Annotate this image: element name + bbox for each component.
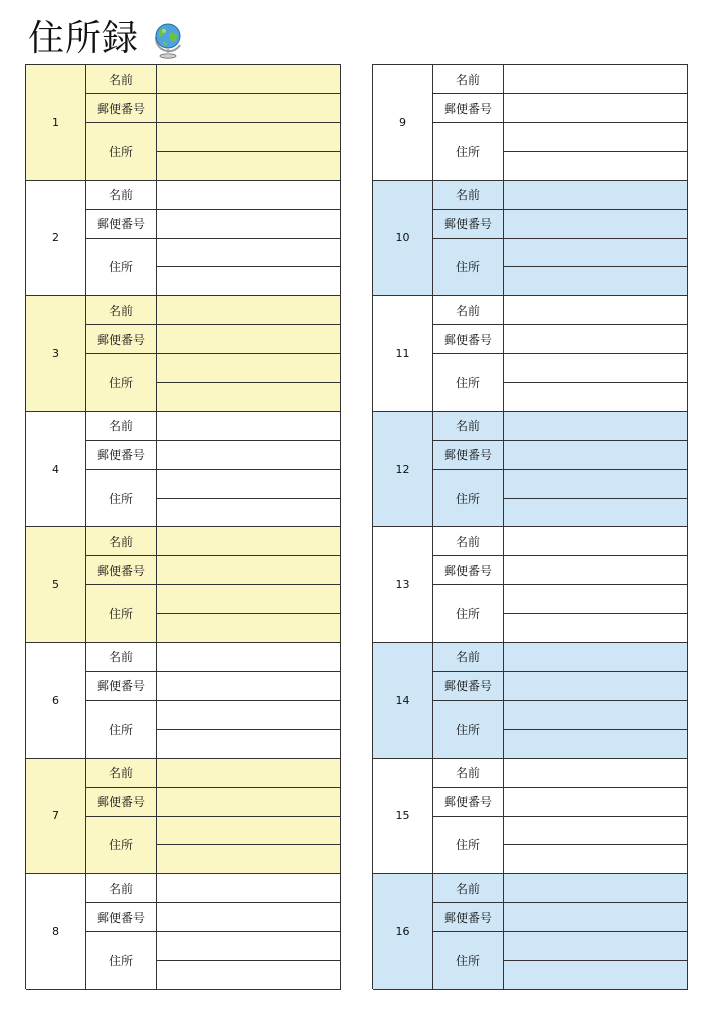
entry-number: 9: [373, 65, 433, 180]
postal-code-label: 郵便番号: [433, 903, 503, 932]
entry-label-column: [86, 643, 157, 758]
name-label: 名前: [433, 412, 503, 441]
postal-code-label: 郵便番号: [433, 672, 503, 701]
postal-code-label: 郵便番号: [86, 556, 156, 585]
name-field[interactable]: [504, 874, 687, 903]
address-entry: [373, 527, 688, 643]
address-line-1-field[interactable]: [157, 817, 340, 846]
address-line-2-field[interactable]: [504, 499, 687, 527]
address-line-2-field[interactable]: [157, 267, 340, 295]
name-label: 名前: [433, 65, 503, 94]
postal-code-field[interactable]: [157, 903, 340, 932]
address-entry: [373, 296, 688, 412]
postal-code-field[interactable]: [157, 325, 340, 354]
address-line-1-field[interactable]: [504, 354, 687, 383]
entry-number: 11: [373, 296, 433, 411]
name-label: 名前: [433, 643, 503, 672]
name-field[interactable]: [157, 874, 340, 903]
postal-code-label: 郵便番号: [86, 788, 156, 817]
address-line-2-field[interactable]: [504, 383, 687, 411]
address-line-2-field[interactable]: [504, 730, 687, 758]
name-label: 名前: [433, 759, 503, 788]
name-label: 名前: [86, 643, 156, 672]
postal-code-label: 郵便番号: [433, 556, 503, 585]
name-label: 名前: [86, 527, 156, 556]
address-column-left: [25, 64, 341, 989]
entry-label-column: [86, 412, 157, 527]
postal-code-label: 郵便番号: [86, 94, 156, 123]
page-header: [28, 16, 185, 62]
name-label: 名前: [433, 181, 503, 210]
address-entry: [373, 874, 688, 990]
name-field[interactable]: [157, 181, 340, 210]
entry-field-column: [157, 759, 341, 874]
postal-code-label: 郵便番号: [433, 441, 503, 470]
name-field[interactable]: [504, 759, 687, 788]
address-line-2-field[interactable]: [157, 499, 340, 527]
postal-code-field[interactable]: [157, 94, 340, 123]
entry-field-column: [157, 412, 341, 527]
postal-code-label: 郵便番号: [86, 325, 156, 354]
name-label: 名前: [86, 412, 156, 441]
entry-field-column: [157, 65, 341, 180]
address-entry: [26, 412, 341, 528]
entry-field-column: [504, 296, 688, 411]
entry-number: 7: [26, 759, 86, 874]
postal-code-field[interactable]: [157, 788, 340, 817]
address-entry: [26, 527, 341, 643]
entry-number: 10: [373, 181, 433, 296]
entry-label-column: [433, 643, 504, 758]
address-column-right: [372, 64, 688, 989]
entry-number: 1: [26, 65, 86, 180]
address-line-1-field[interactable]: [504, 470, 687, 499]
address-line-1-field[interactable]: [157, 701, 340, 730]
name-field[interactable]: [157, 759, 340, 788]
address-label: 住所: [108, 491, 133, 506]
name-field[interactable]: [504, 296, 687, 325]
address-line-1-field[interactable]: [504, 701, 687, 730]
postal-code-field[interactable]: [504, 556, 687, 585]
postal-code-label: 郵便番号: [86, 672, 156, 701]
address-label: 住所: [108, 260, 133, 275]
entry-label-column: [86, 759, 157, 874]
address-label: 住所: [455, 722, 480, 737]
entry-field-column: [157, 643, 341, 758]
address-line-2-field[interactable]: [157, 383, 340, 411]
postal-code-label: 郵便番号: [433, 788, 503, 817]
postal-code-field[interactable]: [157, 441, 340, 470]
address-line-2-field[interactable]: [157, 845, 340, 873]
entry-label-column: [433, 412, 504, 527]
postal-code-label: 郵便番号: [86, 903, 156, 932]
name-field[interactable]: [157, 412, 340, 441]
entry-number: 6: [26, 643, 86, 758]
name-field[interactable]: [504, 412, 687, 441]
postal-code-field[interactable]: [504, 325, 687, 354]
postal-code-field[interactable]: [504, 903, 687, 932]
name-label: 名前: [433, 296, 503, 325]
name-label: 名前: [433, 874, 503, 903]
entry-label-column: [433, 296, 504, 411]
address-line-1-field[interactable]: [157, 585, 340, 614]
address-label: 住所: [455, 491, 480, 506]
address-label: 住所: [455, 144, 480, 159]
name-label: 名前: [86, 65, 156, 94]
address-entry: [26, 65, 341, 181]
postal-code-label: 郵便番号: [433, 210, 503, 239]
address-label: 住所: [108, 607, 133, 622]
entry-field-column: [504, 759, 688, 874]
name-field[interactable]: [157, 296, 340, 325]
postal-code-field[interactable]: [157, 672, 340, 701]
entry-label-column: [86, 296, 157, 411]
address-label: 住所: [108, 838, 133, 853]
entry-label-column: [433, 65, 504, 180]
entry-label-column: [86, 181, 157, 296]
entry-field-column: [504, 643, 688, 758]
address-label: 住所: [455, 260, 480, 275]
entry-label-column: [433, 759, 504, 874]
entry-number: 15: [373, 759, 433, 874]
address-entry: [26, 181, 341, 297]
address-line-1-field[interactable]: [157, 470, 340, 499]
address-entry: [373, 759, 688, 875]
name-field[interactable]: [157, 65, 340, 94]
entry-field-column: [504, 412, 688, 527]
address-line-1-field[interactable]: [504, 239, 687, 268]
postal-code-label: 郵便番号: [86, 441, 156, 470]
address-line-2-field[interactable]: [504, 614, 687, 642]
name-label: 名前: [86, 874, 156, 903]
address-entry: [373, 643, 688, 759]
name-field[interactable]: [504, 643, 687, 672]
entry-number: 5: [26, 527, 86, 642]
name-field[interactable]: [504, 65, 687, 94]
postal-code-field[interactable]: [504, 210, 687, 239]
address-entry: [373, 65, 688, 181]
entry-label-column: [433, 874, 504, 989]
entry-number: 4: [26, 412, 86, 527]
address-line-2-field[interactable]: [504, 845, 687, 873]
address-label: 住所: [455, 953, 480, 968]
postal-code-field[interactable]: [157, 556, 340, 585]
entry-number: 2: [26, 181, 86, 296]
entry-field-column: [157, 296, 341, 411]
address-entry: [373, 412, 688, 528]
entry-number: 8: [26, 874, 86, 989]
entry-label-column: [433, 181, 504, 296]
postal-code-field[interactable]: [504, 672, 687, 701]
entry-number: 3: [26, 296, 86, 411]
entry-number: 16: [373, 874, 433, 989]
address-label: 住所: [455, 375, 480, 390]
address-line-1-field[interactable]: [504, 123, 687, 152]
entry-field-column: [504, 527, 688, 642]
entry-label-column: [86, 874, 157, 989]
address-line-1-field[interactable]: [504, 585, 687, 614]
address-line-1-field[interactable]: [157, 354, 340, 383]
address-line-2-field[interactable]: [504, 152, 687, 180]
postal-code-field[interactable]: [504, 788, 687, 817]
address-line-2-field[interactable]: [157, 961, 340, 989]
address-line-2-field[interactable]: [157, 614, 340, 642]
address-line-1-field[interactable]: [504, 817, 687, 846]
address-label: 住所: [108, 375, 133, 390]
name-field[interactable]: [504, 181, 687, 210]
name-label: 名前: [86, 759, 156, 788]
entry-field-column: [504, 65, 688, 180]
entry-field-column: [504, 874, 688, 989]
address-entry: [26, 296, 341, 412]
entry-label-column: [86, 527, 157, 642]
name-label: 名前: [86, 296, 156, 325]
entry-number: 12: [373, 412, 433, 527]
entry-field-column: [157, 874, 341, 989]
address-line-1-field[interactable]: [157, 123, 340, 152]
address-label: 住所: [455, 607, 480, 622]
entry-label-column: [433, 527, 504, 642]
postal-code-field[interactable]: [504, 441, 687, 470]
address-line-1-field[interactable]: [504, 932, 687, 961]
name-field[interactable]: [157, 643, 340, 672]
name-field[interactable]: [504, 527, 687, 556]
name-field[interactable]: [157, 527, 340, 556]
globe-icon: [151, 19, 185, 59]
address-entry: [373, 181, 688, 297]
postal-code-label: 郵便番号: [433, 94, 503, 123]
address-entry: [26, 643, 341, 759]
address-label: 住所: [108, 953, 133, 968]
address-line-1-field[interactable]: [157, 932, 340, 961]
entry-label-column: [86, 65, 157, 180]
address-entry: [26, 874, 341, 990]
name-label: 名前: [433, 527, 503, 556]
entry-field-column: [157, 527, 341, 642]
address-label: 住所: [108, 722, 133, 737]
address-line-2-field[interactable]: [157, 152, 340, 180]
entry-number: 13: [373, 527, 433, 642]
address-line-2-field[interactable]: [504, 961, 687, 989]
address-label: 住所: [455, 838, 480, 853]
postal-code-label: 郵便番号: [86, 210, 156, 239]
address-label: 住所: [108, 144, 133, 159]
entry-number: 14: [373, 643, 433, 758]
postal-code-field[interactable]: [157, 210, 340, 239]
address-line-1-field[interactable]: [157, 239, 340, 268]
address-line-2-field[interactable]: [157, 730, 340, 758]
postal-code-field[interactable]: [504, 94, 687, 123]
entry-field-column: [504, 181, 688, 296]
page-title: 住所録: [28, 18, 140, 59]
address-line-2-field[interactable]: [504, 267, 687, 295]
entry-field-column: [157, 181, 341, 296]
address-entry: [26, 759, 341, 875]
postal-code-label: 郵便番号: [433, 325, 503, 354]
name-label: 名前: [86, 181, 156, 210]
